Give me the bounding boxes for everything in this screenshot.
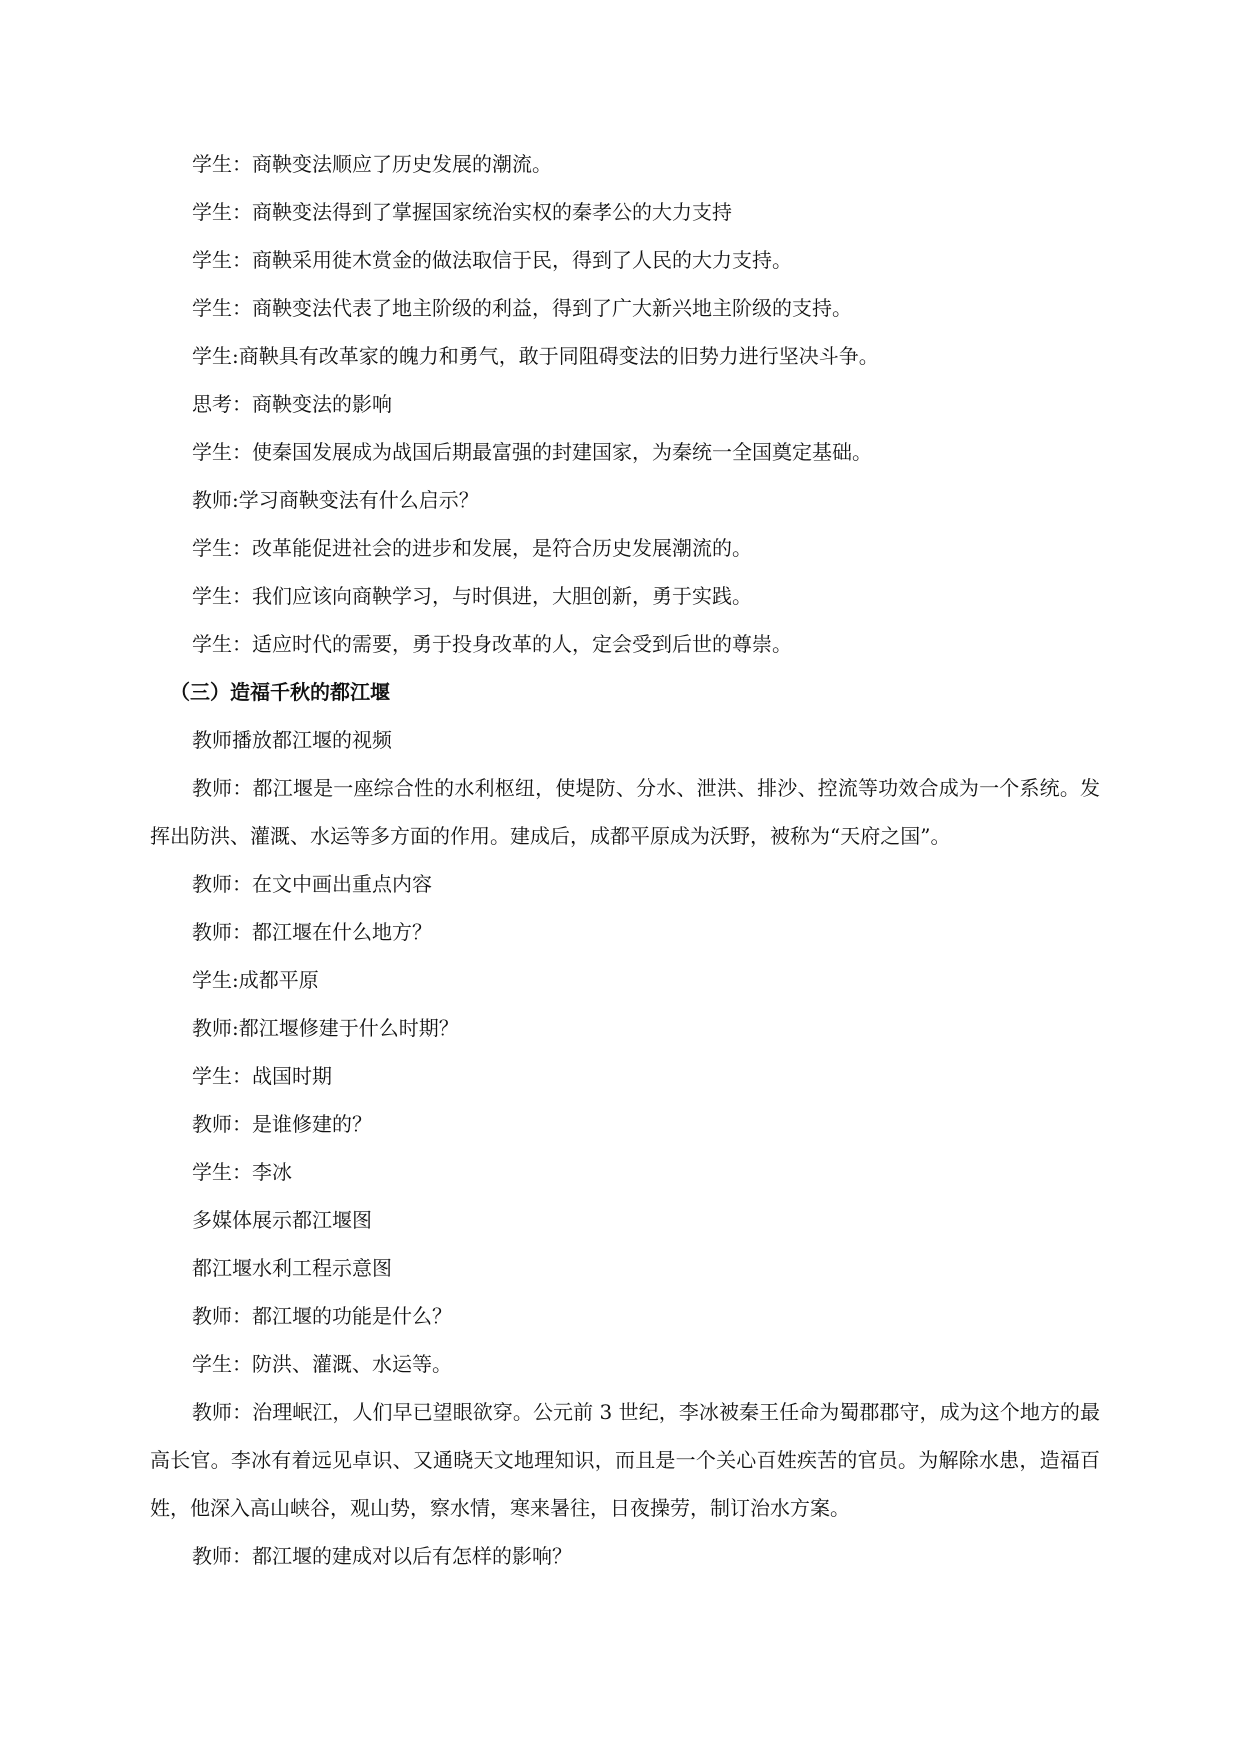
paragraph: 学生:成都平原 <box>192 968 319 992</box>
paragraph: 学生：战国时期 <box>192 1064 332 1088</box>
paragraph: 学生：商鞅变法得到了掌握国家统治实权的秦孝公的大力支持 <box>192 200 732 224</box>
paragraph: 教师：都江堰的功能是什么？ <box>192 1304 452 1328</box>
paragraph: 学生：防洪、灌溉、水运等。 <box>192 1352 452 1376</box>
paragraph: 教师：在文中画出重点内容 <box>192 872 432 896</box>
paragraph: 教师:学习商鞅变法有什么启示？ <box>192 488 479 512</box>
paragraph: 学生:商鞅具有改革家的魄力和勇气，敢于同阻碍变法的旧势力进行坚决斗争。 <box>192 344 879 368</box>
paragraph: 学生：商鞅变法顺应了历史发展的潮流。 <box>192 152 552 176</box>
paragraph: 教师：都江堰在什么地方？ <box>192 920 432 944</box>
document-body <box>150 140 1100 1580</box>
paragraph: 都江堰水利工程示意图 <box>192 1256 392 1280</box>
paragraph: 思考：商鞅变法的影响 <box>192 392 392 416</box>
paragraph: 学生：商鞅变法代表了地主阶级的利益，得到了广大新兴地主阶级的支持。 <box>192 296 852 320</box>
paragraph: 学生：改革能促进社会的进步和发展，是符合历史发展潮流的。 <box>192 536 752 560</box>
paragraph: 学生：使秦国发展成为战国后期最富强的封建国家，为秦统一全国奠定基础。 <box>192 440 872 464</box>
paragraph: 教师：治理岷江，人们早已望眼欲穿。公元前 3 世纪，李冰被秦王任命为蜀郡郡守，成为这个地方的最高长官。李冰有着远见卓识、又通晓天文地理知识，而且是一个关心百姓疾苦的官员。为解除水患，造福百姓，他深入高山峡谷，观山势，察水情，寒来暑往，日夜操劳，制订治水方案。 <box>150 1400 1100 1520</box>
paragraph: 学生：我们应该向商鞅学习，与时俱进，大胆创新，勇于实践。 <box>192 584 752 608</box>
paragraph: 学生：李冰 <box>192 1160 292 1184</box>
paragraph: 多媒体展示都江堰图 <box>192 1208 372 1232</box>
paragraph: 学生：商鞅采用徙木赏金的做法取信于民，得到了人民的大力支持。 <box>192 248 792 272</box>
paragraph: 教师：是谁修建的？ <box>192 1112 372 1136</box>
paragraph: 教师：都江堰的建成对以后有怎样的影响？ <box>192 1544 572 1568</box>
section-heading: （三）造福千秋的都江堰 <box>170 680 390 704</box>
paragraph: 教师：都江堰是一座综合性的水利枢纽，使堤防、分水、泄洪、排沙、控流等功效合成为一个系统。发挥出防洪、灌溉、水运等多方面的作用。建成后，成都平原成为沃野，被称为“天府之国”。 <box>150 776 1100 848</box>
paragraph: 学生：适应时代的需要，勇于投身改革的人，定会受到后世的尊崇。 <box>192 632 792 656</box>
paragraph: 教师:都江堰修建于什么时期？ <box>192 1016 459 1040</box>
paragraph: 教师播放都江堰的视频 <box>192 728 392 752</box>
